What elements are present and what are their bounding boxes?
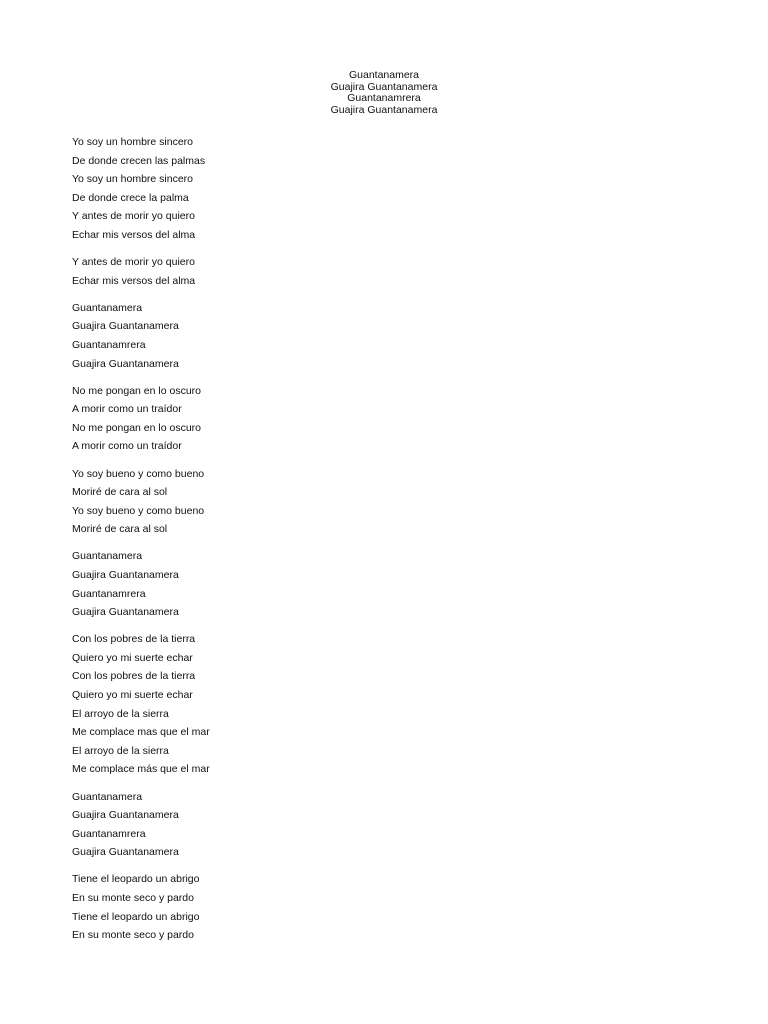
lyric-line: A morir como un traídor [72, 440, 182, 453]
lyric-line: Quiero yo mi suerte echar [72, 651, 193, 664]
lyrics-body [72, 133, 672, 953]
lyric-line: Echar mis versos del alma [72, 274, 196, 287]
lyric-line: Quiero yo mi suerte echar [72, 689, 193, 702]
lyric-line: Guajira Guantanamera [72, 846, 179, 859]
title-line: Guajira Guantanamera [330, 80, 438, 93]
stanza [72, 465, 672, 539]
stanza [72, 547, 672, 621]
lyric-line: No me pongan en lo oscuro [72, 384, 201, 397]
lyric-line: Yo soy un hombre sincero [72, 136, 194, 148]
title-line: Guantanamera [348, 69, 420, 81]
lyric-line: Con los pobres de la tierra [72, 633, 196, 646]
stanza [72, 299, 672, 373]
lyric-line: Guantanamrera [72, 587, 146, 600]
lyric-line: El arroyo de la sierra [72, 707, 169, 720]
lyric-line: Guajira Guantanamera [72, 357, 179, 370]
stanza [72, 133, 672, 245]
lyric-line: A morir como un traídor [72, 403, 182, 416]
lyric-line: Moriré de cara al sol [72, 523, 168, 536]
lyric-line: Guajira Guantanamera [72, 606, 179, 619]
stanza [72, 382, 672, 456]
lyric-line: En su monte seco y pardo [72, 929, 194, 942]
lyric-line: Yo soy un hombre sincero [72, 173, 194, 186]
lyric-line: Echar mis versos del alma [72, 228, 196, 241]
lyric-line: Guantanamera [72, 301, 143, 314]
lyric-line: Moriré de cara al sol [72, 486, 168, 499]
lyric-line: Y antes de morir yo quiero [72, 210, 195, 223]
lyric-line: Y antes de morir yo quiero [72, 256, 195, 269]
lyric-line: Me complace más que el mar [72, 763, 210, 776]
stanza [72, 870, 672, 944]
lyric-line: Yo soy bueno y como bueno [72, 504, 205, 517]
lyric-line: Guantanamera [72, 550, 143, 563]
lyric-line: Me complace mas que el mar [72, 726, 210, 739]
title-line: Guajira Guantanamera [330, 103, 438, 116]
lyric-line: Guajira Guantanamera [72, 809, 179, 822]
lyric-line: El arroyo de la sierra [72, 744, 169, 757]
lyric-line: No me pongan en lo oscuro [72, 421, 201, 434]
lyric-line: De donde crece la palma [72, 191, 189, 204]
stanza [72, 788, 672, 862]
lyric-line: Guajira Guantanamera [72, 320, 179, 333]
stanza [72, 253, 672, 290]
stanza [72, 630, 672, 779]
lyric-line: Yo soy bueno y como bueno [72, 467, 205, 480]
lyric-line: Guantanamera [72, 790, 143, 803]
lyric-line: En su monte seco y pardo [72, 891, 194, 904]
lyric-line: De donde crecen las palmas [72, 154, 206, 167]
title-line: Guantanamrera [347, 92, 421, 104]
lyric-line: Guantanamrera [72, 338, 146, 351]
lyric-line: Guantanamrera [72, 827, 146, 840]
lyric-line: Tiene el leopardo un abrigo [72, 873, 200, 886]
lyric-line: Tiene el leopardo un abrigo [72, 910, 200, 923]
title-block [0, 70, 768, 116]
lyric-line: Con los pobres de la tierra [72, 670, 196, 683]
lyric-line: Guajira Guantanamera [72, 568, 179, 581]
